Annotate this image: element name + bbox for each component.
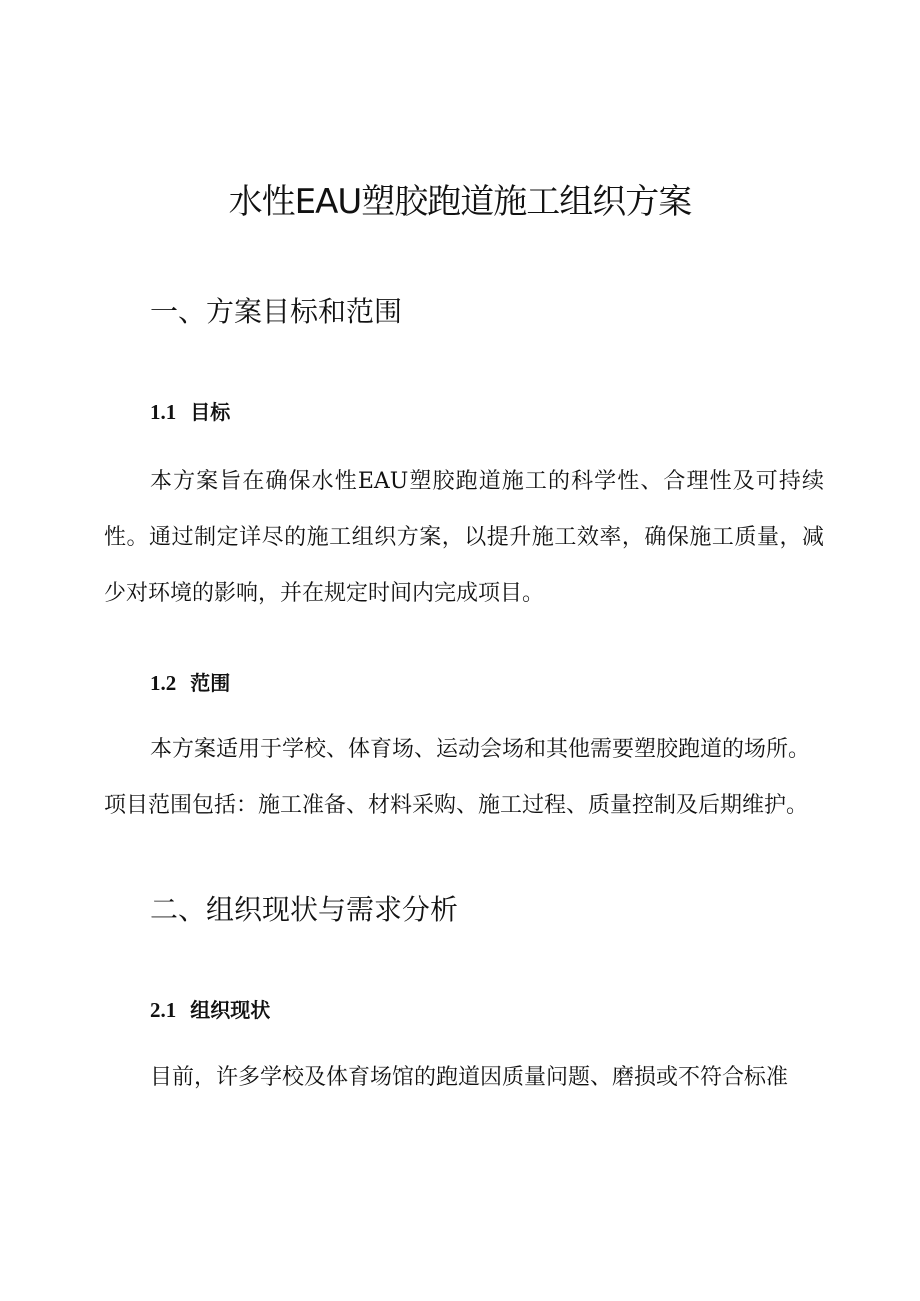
- subsection-number: 2.1: [150, 998, 177, 1022]
- paragraph-text: 本方案旨在确保水性EAU塑胶跑道施工的科学性、合理性及可持续性。通过制定详尽的施工组织方案，以提升施工效率，确保施工质量，减少对环境的影响，并在规定时间内完成项目。: [104, 469, 824, 606]
- document-title: 水性EAU塑胶跑道施工组织方案: [228, 182, 692, 222]
- subsection-heading-1-1: [150, 397, 230, 427]
- paragraph-text: 项目范围包括：施工准备、材料采购、施工过程、质量控制及后期维护。: [104, 793, 809, 818]
- subsection-title: 组织现状: [190, 998, 271, 1022]
- paragraph-text: 本方案适用于学校、体育场、运动会场和其他需要塑胶跑道的场所。: [150, 737, 811, 762]
- paragraph-status: [104, 1050, 824, 1106]
- subsection-title: 目标: [190, 400, 231, 424]
- subsection-title: 范围: [190, 671, 231, 695]
- paragraph-goal: [104, 454, 824, 622]
- paragraph-text: 目前，许多学校及体育场馆的跑道因质量问题、磨损或不符合标准: [150, 1065, 789, 1090]
- paragraph-scope: [104, 722, 824, 834]
- subsection-number: 1.2: [150, 671, 177, 695]
- section-heading-1: 一、方案目标和范围: [150, 295, 403, 328]
- subsection-number: 1.1: [150, 400, 177, 424]
- section-heading-2: 二、组织现状与需求分析: [150, 893, 459, 926]
- subsection-heading-2-1: [150, 995, 270, 1025]
- subsection-heading-1-2: [150, 668, 230, 698]
